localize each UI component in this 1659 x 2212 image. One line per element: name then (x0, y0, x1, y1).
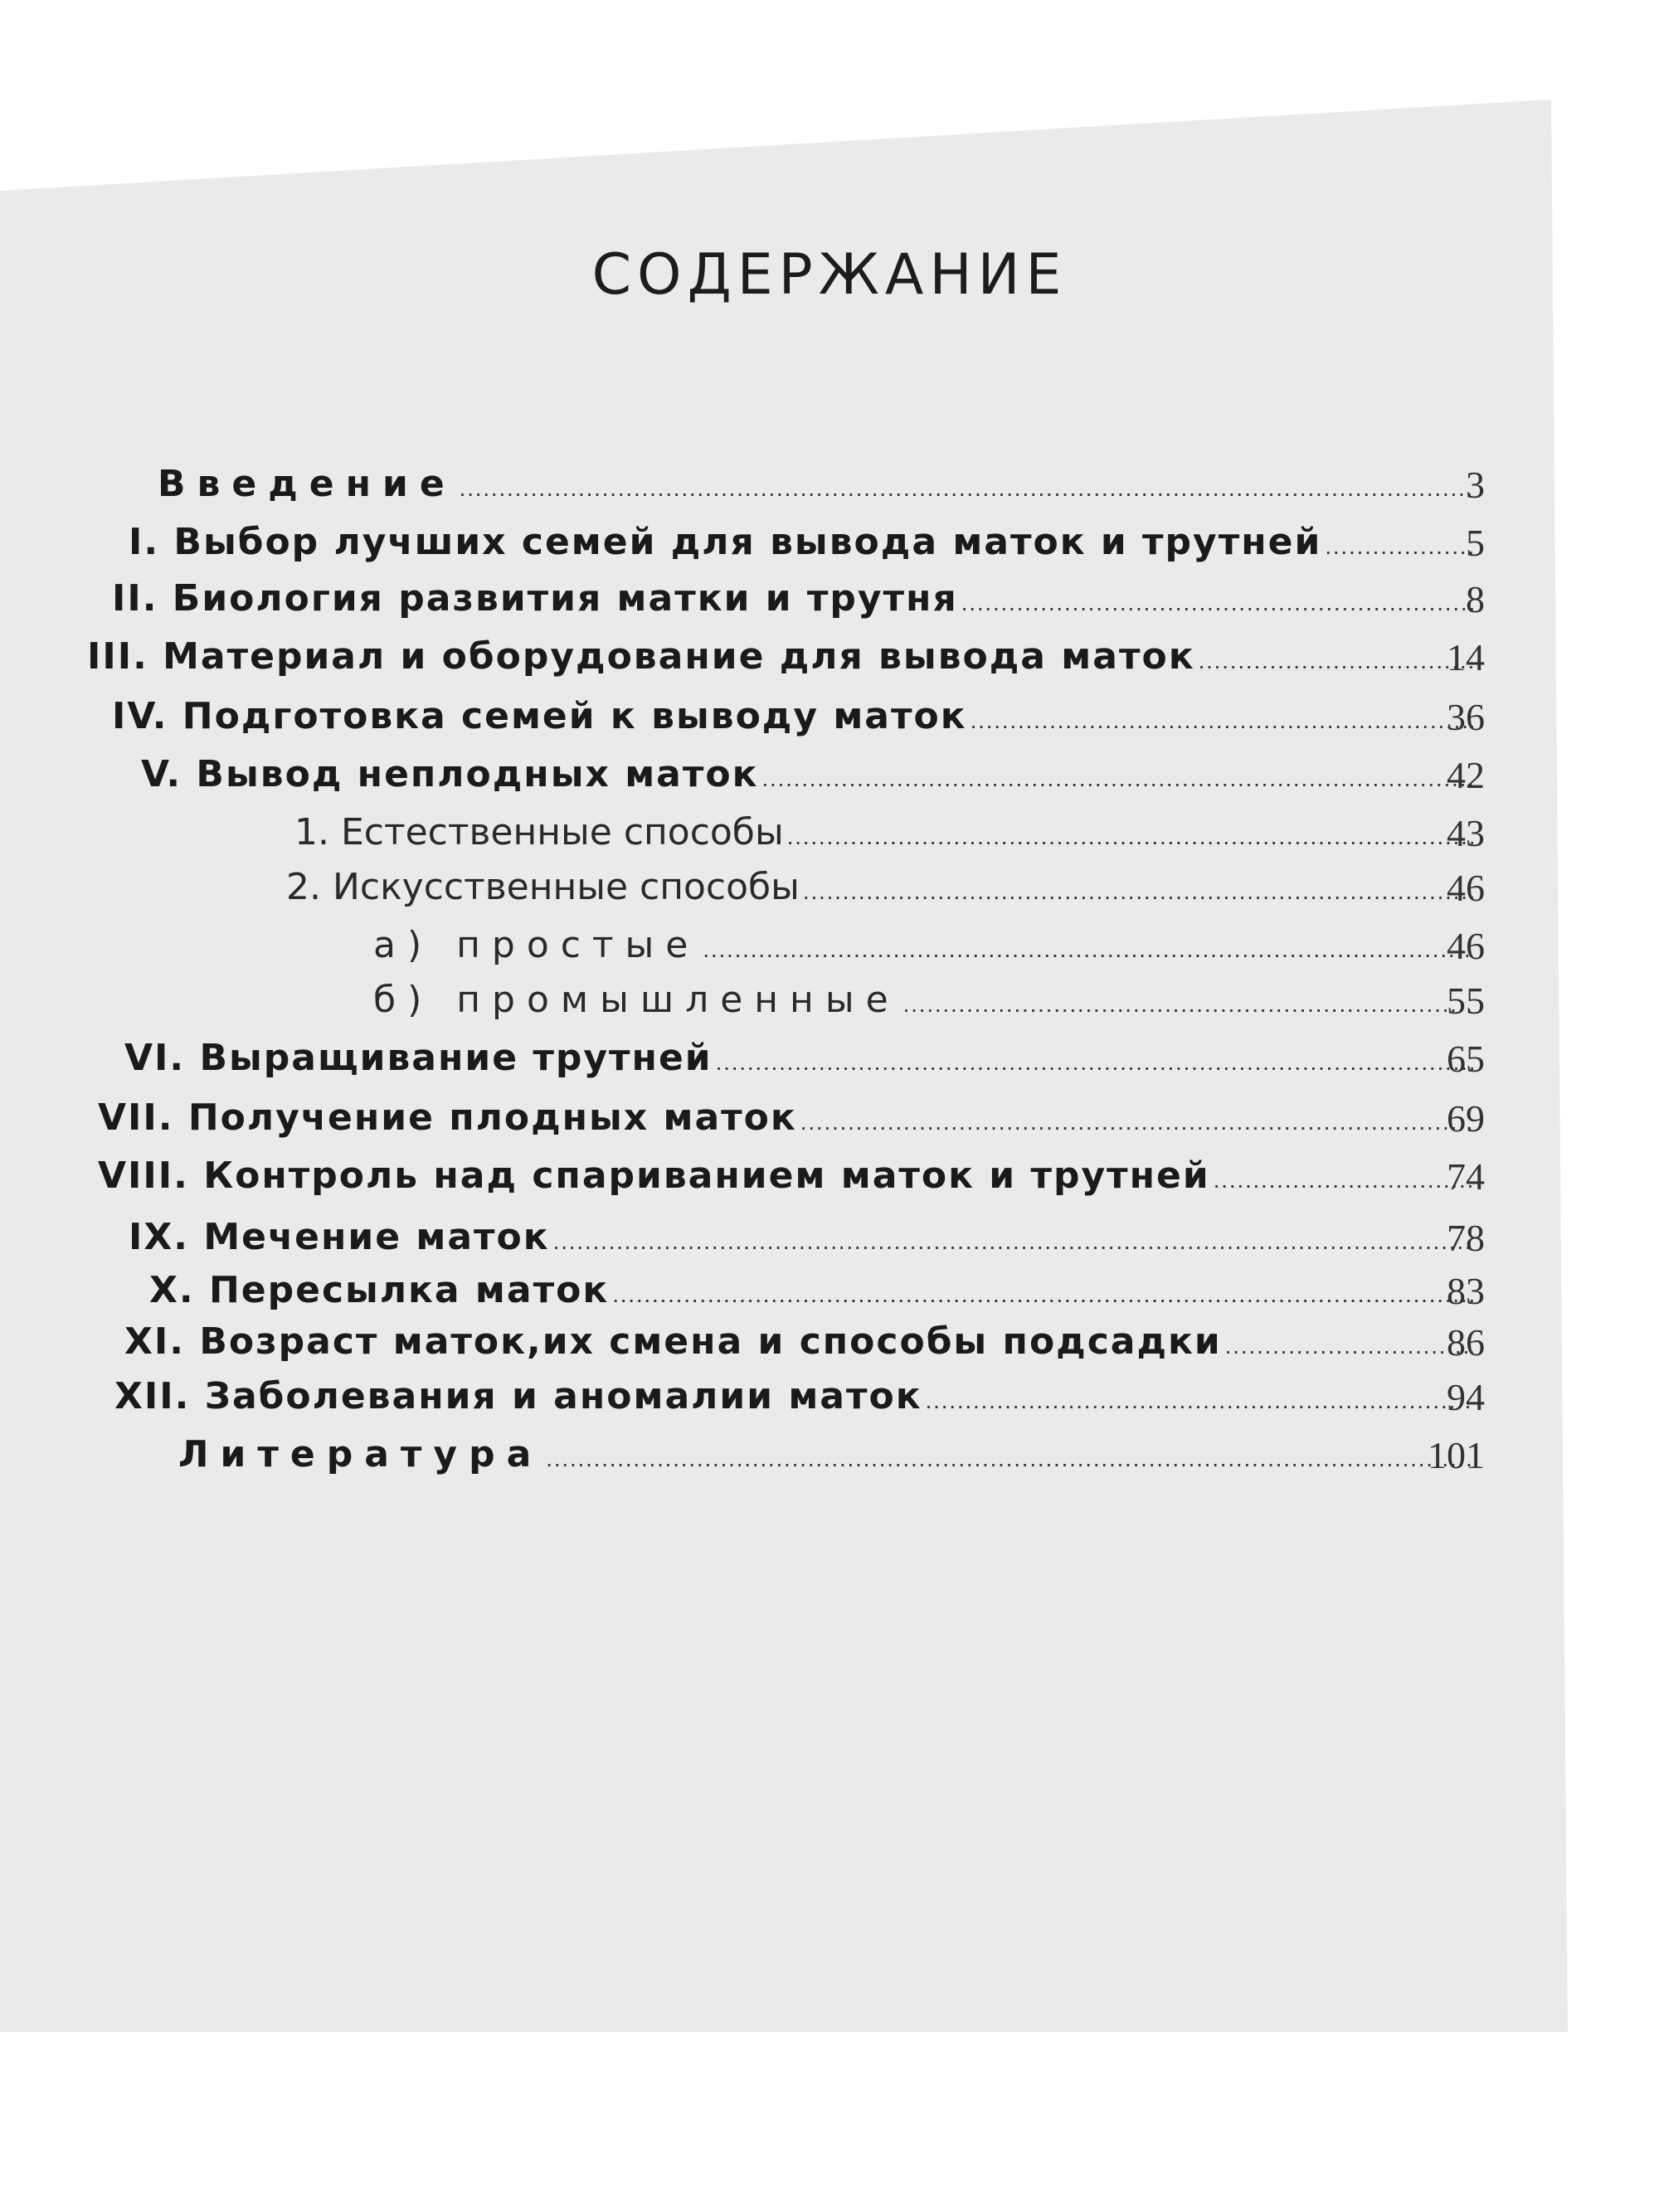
toc-entry-label: IV. Подготовка семей к выводу маток (112, 695, 967, 737)
toc-entry-page: 86 (1447, 1321, 1485, 1364)
toc-entry-page: 101 (1428, 1434, 1485, 1476)
page-title: СОДЕРЖАНИЕ (591, 242, 1068, 308)
toc-entry (124, 1037, 1485, 1087)
toc-entry-label: Введение (158, 463, 456, 505)
toc-entry-label: Литература (178, 1433, 543, 1475)
dot-leader (787, 824, 1473, 850)
dot-leader (546, 1446, 1473, 1472)
toc-entry-page: 69 (1447, 1097, 1485, 1140)
toc-entry (294, 811, 1485, 861)
dot-leader (1325, 533, 1473, 560)
dot-leader (926, 1388, 1473, 1414)
dot-leader (1225, 1333, 1473, 1359)
dot-leader (612, 1281, 1473, 1308)
toc-entry-label: а) простые (373, 924, 700, 966)
toc-entry-label: X. Пересылка маток (149, 1269, 610, 1311)
toc-entry-label: б) промышленные (373, 979, 900, 1021)
toc-entry-page: 65 (1447, 1038, 1485, 1080)
toc-entry-page: 94 (1447, 1376, 1485, 1418)
toc-entry-label: II. Биология развития матки и трутня (112, 577, 958, 620)
toc-entry-page: 74 (1447, 1155, 1485, 1198)
dot-leader (800, 1109, 1473, 1135)
toc-entry-page: 55 (1447, 980, 1485, 1022)
toc-entry-label: XI. Возраст маток,их смена и способы подсадки (124, 1320, 1222, 1363)
toc-entry-page: 8 (1466, 578, 1485, 620)
toc-entry (112, 695, 1485, 745)
dot-leader (761, 766, 1473, 792)
toc-entry (141, 753, 1485, 803)
toc-entry-page: 78 (1447, 1217, 1485, 1259)
toc-entry (178, 1433, 1485, 1483)
toc-entry-page: 14 (1447, 636, 1485, 678)
dot-leader (1199, 648, 1473, 674)
toc-entry-page: 46 (1447, 925, 1485, 967)
toc-entry-page: 5 (1466, 522, 1485, 564)
toc-entry (114, 1375, 1485, 1425)
toc-entry-label: IX. Мечение маток (129, 1216, 550, 1258)
toc-entry (129, 521, 1485, 571)
toc-entry-label: VI. Выращивание трутней (124, 1037, 713, 1079)
toc-entry (149, 1269, 1485, 1319)
toc-entry-label: III. Материал и оборудование для вывода маток (87, 635, 1195, 678)
toc-entry-label: 1. Естественные способы (294, 811, 784, 853)
toc-entry-label: 2. Искусственные способы (286, 866, 800, 908)
toc-entry-page: 43 (1447, 812, 1485, 854)
dot-leader (803, 878, 1473, 905)
toc-entry-page: 36 (1447, 696, 1485, 738)
dot-leader (460, 475, 1473, 502)
toc-entry (158, 463, 1485, 513)
toc-entry (87, 635, 1485, 685)
toc-entry (373, 924, 1485, 974)
toc-entry-page: 42 (1447, 754, 1485, 796)
dot-leader (716, 1049, 1473, 1076)
toc-entry (98, 1096, 1485, 1146)
toc-entry (129, 1216, 1485, 1266)
dot-leader (1214, 1167, 1473, 1194)
toc-entry-label: XII. Заболевания и аномалии маток (114, 1375, 922, 1417)
toc-entry-label: VIII. Контроль над спариванием маток и трутней (98, 1155, 1210, 1197)
dot-leader (971, 707, 1473, 734)
toc-entry-label: VII. Получение плодных маток (98, 1096, 797, 1139)
dot-leader (703, 936, 1473, 963)
toc-entry (286, 866, 1485, 916)
toc-entry-page: 3 (1466, 464, 1485, 506)
toc-entry-page: 46 (1447, 867, 1485, 909)
dot-leader (553, 1228, 1473, 1255)
toc-entry-label: I. Выбор лучших семей для вывода маток и трутней (129, 521, 1322, 563)
dot-leader (903, 991, 1473, 1018)
toc-entry (112, 577, 1485, 627)
toc-entry (98, 1155, 1485, 1204)
toc-entry-label: V. Вывод неплодных маток (141, 753, 759, 795)
toc-entry (124, 1320, 1485, 1370)
dot-leader (961, 590, 1473, 616)
toc-entry (373, 979, 1485, 1028)
toc-entry-page: 83 (1447, 1270, 1485, 1312)
